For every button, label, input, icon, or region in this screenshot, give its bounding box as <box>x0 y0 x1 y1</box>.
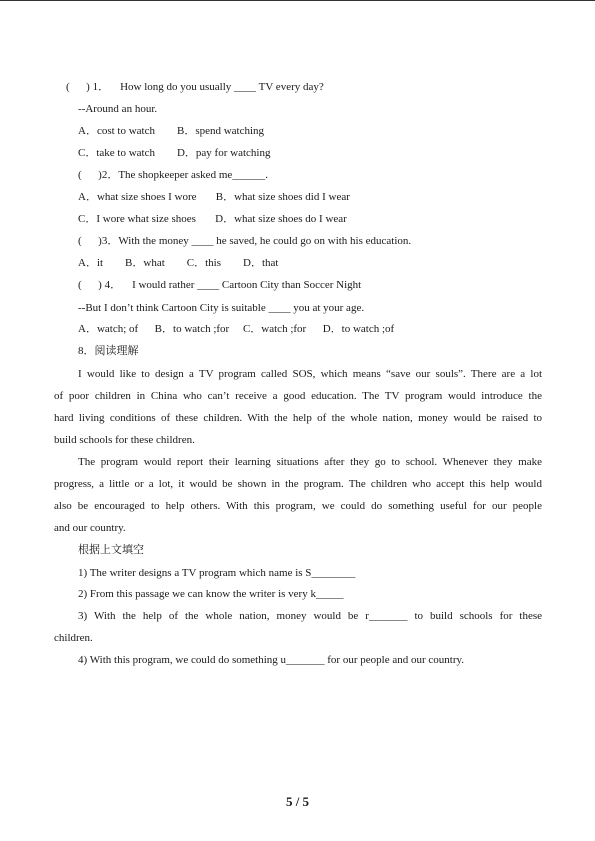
fill-item-4: 4) With this program, we could do something u_______ for our people and our country. <box>78 654 465 666</box>
reading-para2-line1: The program would report their learning situations after they go to school. Whenever they make <box>78 456 542 468</box>
reading-para2-line4: and our country. <box>54 522 126 534</box>
question-2-stem: ( )2．The shopkeeper asked me______. <box>78 169 269 181</box>
page-number: 5 / 5 <box>285 794 310 809</box>
question-2-options-row1: A．what size shoes I wore B．what size shoes did I wear <box>78 191 350 203</box>
reading-para2-line2: progress, a little or a lot, it would be shown in the program. The children who accept this help would <box>54 478 542 490</box>
question-3-stem: ( )3．With the money ____ he saved, he could go on with his education. <box>78 235 412 247</box>
question-1-options-row2: C．take to watch D．pay for watching <box>78 147 271 159</box>
fill-item-3-continuation: children. <box>54 632 93 644</box>
question-4-options-row1: A．watch; of B．to watch ;for C．watch ;for D．to watch ;of <box>78 323 395 335</box>
question-1-reply: --Around an hour. <box>78 103 158 115</box>
reading-para1-line2: of poor children in China who can’t receive a good education. The TV program would introduce the <box>54 390 542 402</box>
reading-para2-line3: also be encouraged to help others. With this program, we could do something useful for our people <box>54 500 542 512</box>
fill-item-1: 1) The writer designs a TV program which name is S________ <box>78 567 356 579</box>
question-3-options-row1: A．it B．what C．this D．that <box>78 257 279 269</box>
question-4-stem: ( ) 4． I would rather ____ Cartoon City than Soccer Night <box>78 279 362 291</box>
reading-para1-line4: build schools for these children. <box>54 434 195 446</box>
reading-para1-line3: hard living conditions of these children. With the help of the whole nation, money would be raised to <box>54 412 542 424</box>
fill-item-2: 2) From this passage we can know the writer is very k_____ <box>78 588 344 600</box>
question-1-options-row1: A．cost to watch B．spend watching <box>78 125 265 137</box>
fill-blank-title: 根据上文填空 <box>78 544 144 556</box>
reading-para1-line1: I would like to design a TV program called SOS, which means “save our souls”. There are a lot <box>78 368 542 380</box>
question-4-reply: --But I don’t think Cartoon City is suitable ____ you at your age. <box>78 302 365 314</box>
fill-item-3: 3) With the help of the whole nation, money would be r_______ to build schools for these <box>78 610 542 622</box>
reading-section-title: 8．阅读理解 <box>78 345 139 357</box>
question-1-stem: ( ) 1． How long do you usually ____ TV every day? <box>66 81 324 93</box>
question-2-options-row2: C．I wore what size shoes D．what size shoes do I wear <box>78 213 347 225</box>
top-rule <box>0 0 595 1</box>
